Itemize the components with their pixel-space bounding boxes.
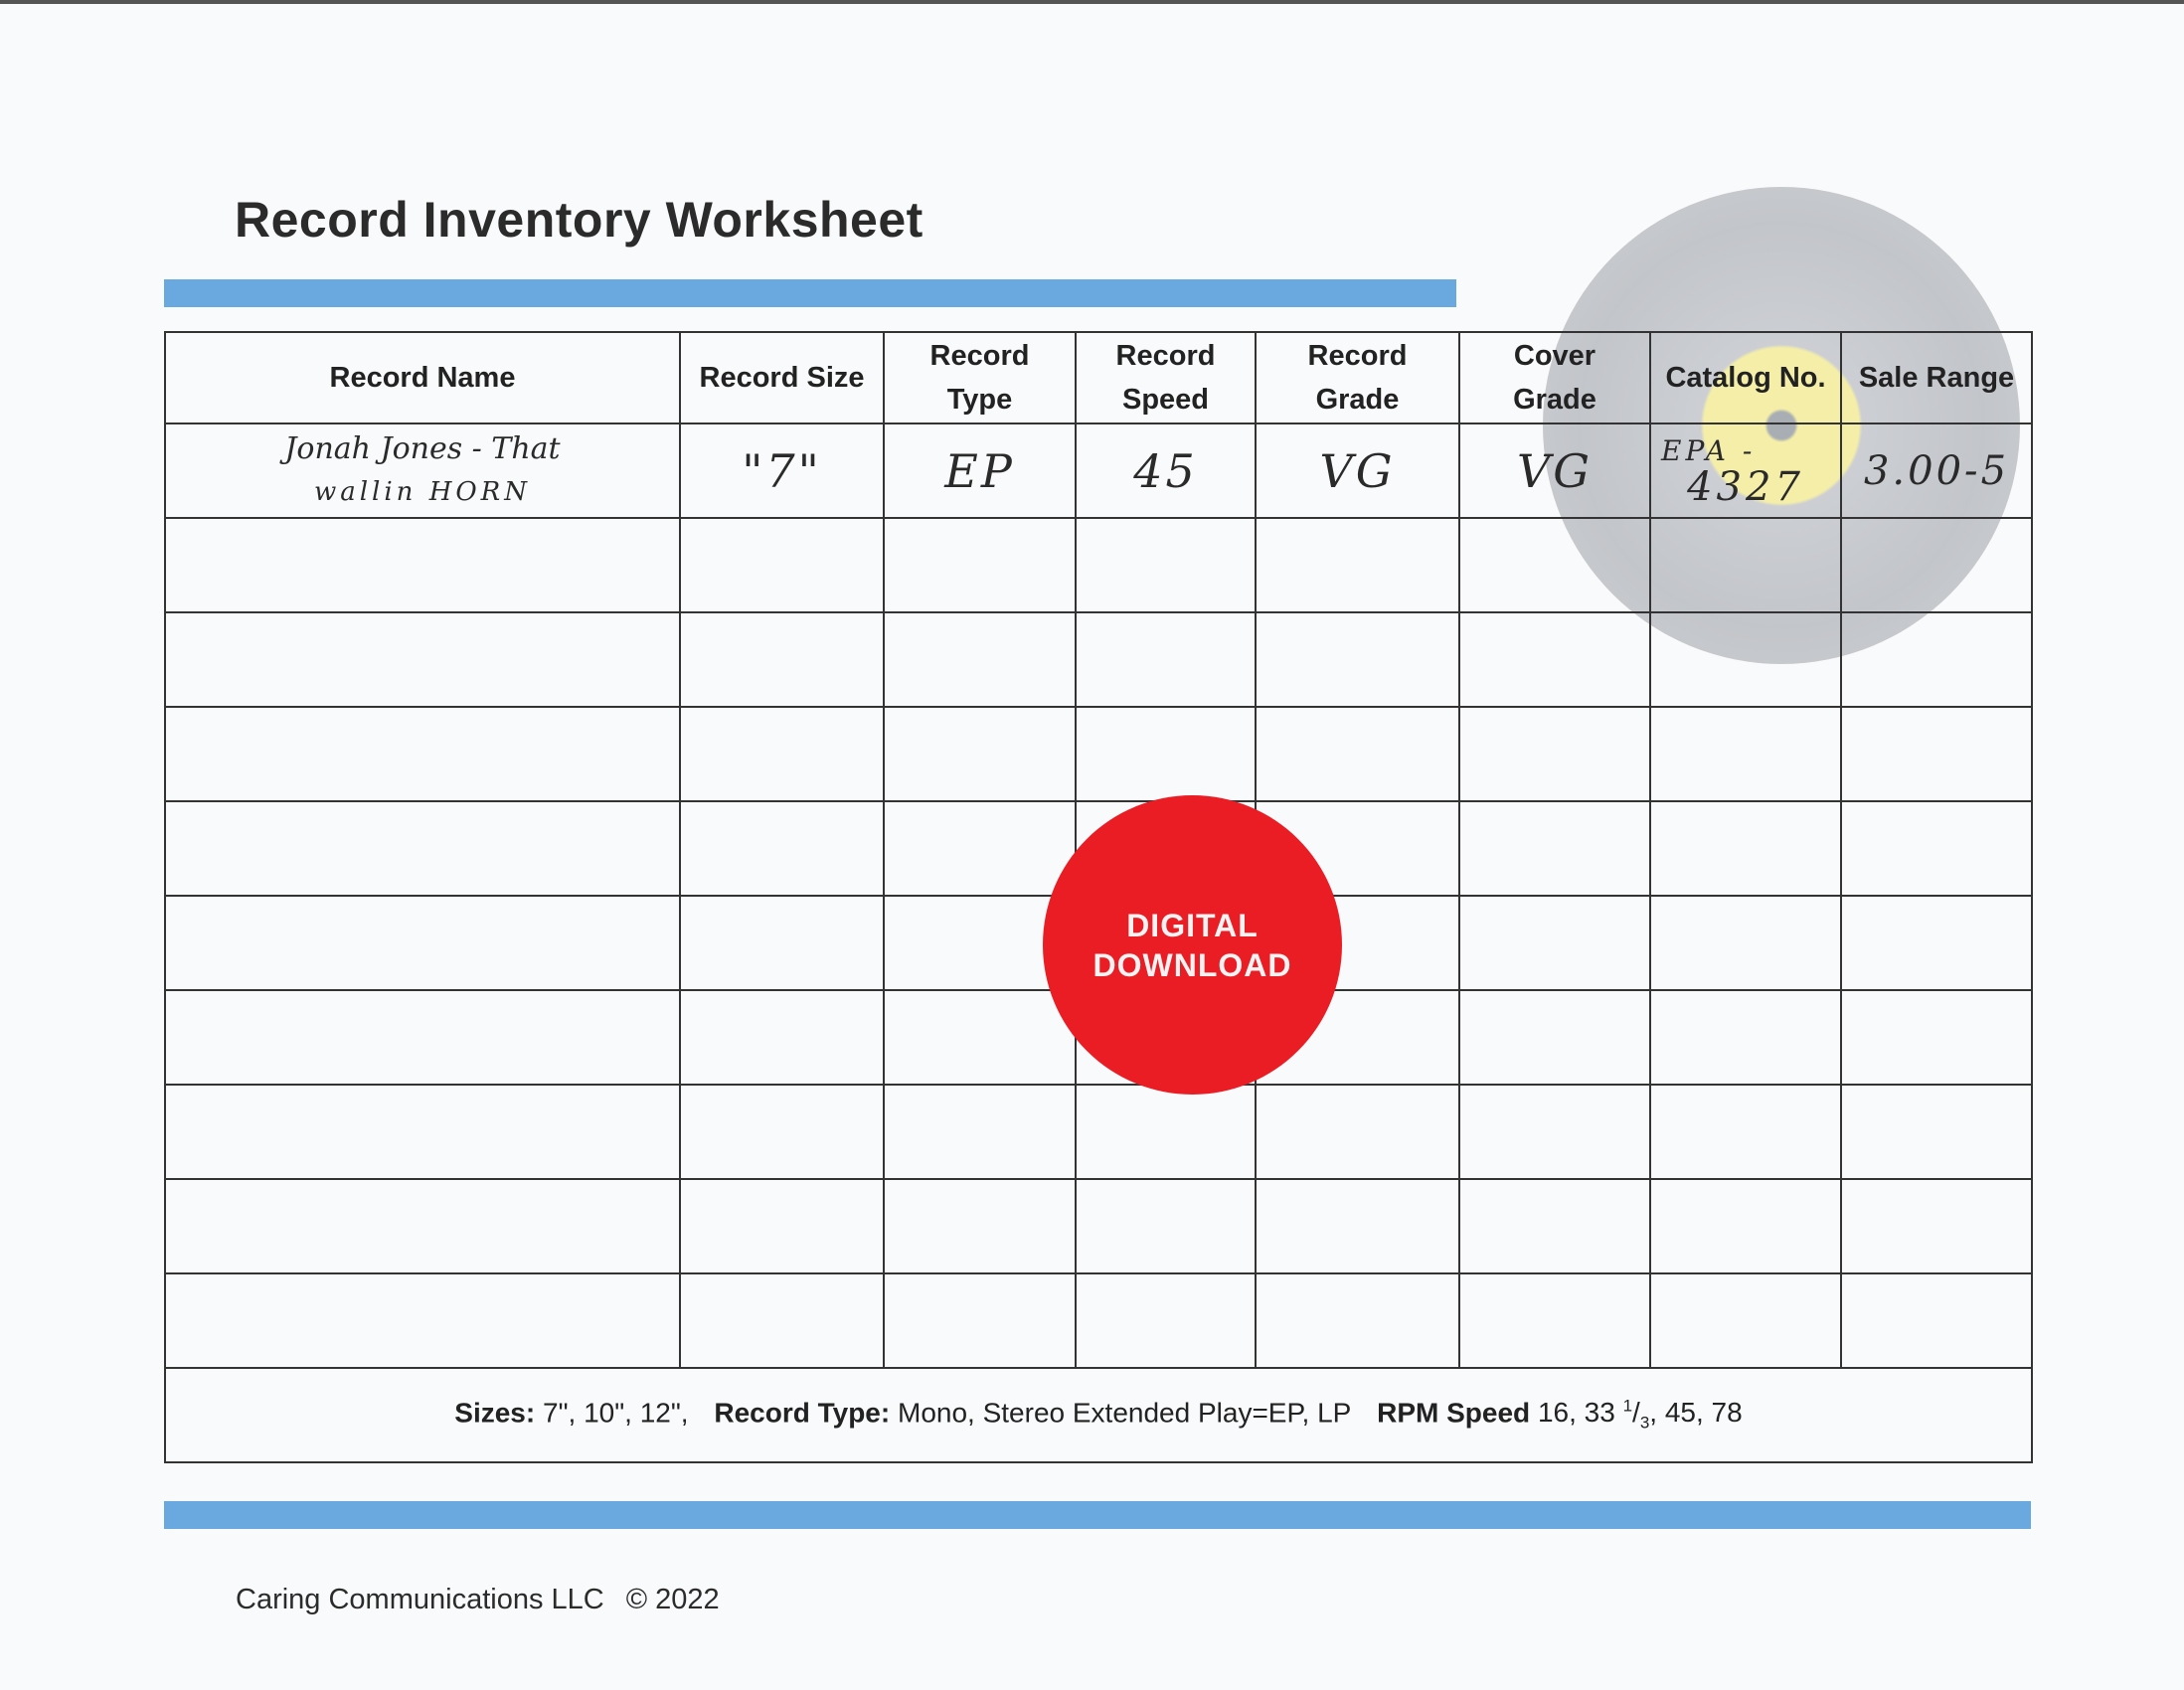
cell-record-name[interactable]: [165, 612, 680, 707]
cell-cover-grade[interactable]: [1459, 990, 1650, 1085]
cell-record-type[interactable]: [884, 1085, 1076, 1179]
table-row: [165, 423, 2032, 518]
col-header-record-name: Record Name: [165, 332, 680, 423]
cell-record-type[interactable]: [884, 707, 1076, 801]
header-line: Record: [929, 340, 1030, 372]
cell-catalog-no[interactable]: [1650, 1085, 1841, 1179]
cell-catalog-no[interactable]: [1650, 612, 1841, 707]
handwritten-sale-range: 3.00-5: [1863, 447, 2010, 494]
cell-record-speed[interactable]: [1076, 423, 1256, 518]
cell-record-name[interactable]: [165, 1085, 680, 1179]
cell-sale-range[interactable]: [1841, 1273, 2032, 1368]
speed-frac-den: 3: [1639, 1413, 1650, 1433]
col-header-sale-range: Sale Range: [1841, 332, 2032, 423]
legend-sizes-value: 7", 10", 12",: [543, 1397, 689, 1429]
cell-sale-range[interactable]: [1841, 896, 2032, 990]
header-line: Speed: [1121, 384, 1210, 416]
cell-catalog-no[interactable]: [1650, 518, 1841, 612]
accent-bar-bottom: [164, 1501, 2031, 1529]
cell-cover-grade[interactable]: [1459, 423, 1650, 518]
cell-catalog-no[interactable]: [1650, 707, 1841, 801]
cell-record-grade[interactable]: [1256, 518, 1459, 612]
badge-line: DIGITAL: [1126, 907, 1259, 943]
col-header-cover-grade: [1459, 332, 1650, 423]
cell-cover-grade[interactable]: [1459, 707, 1650, 801]
col-header-catalog-no: Catalog No.: [1650, 332, 1841, 423]
page-title: Record Inventory Worksheet: [235, 192, 924, 248]
cell-record-size[interactable]: [680, 896, 884, 990]
table-row: [165, 1273, 2032, 1368]
cell-catalog-no[interactable]: [1650, 990, 1841, 1085]
cell-catalog-no[interactable]: [1650, 1179, 1841, 1273]
cell-sale-range[interactable]: [1841, 707, 2032, 801]
handwritten-speed: 45: [1133, 443, 1198, 498]
col-header-record-type: [884, 332, 1076, 423]
cell-record-type[interactable]: [884, 1179, 1076, 1273]
handwritten-name-line: wallin HORN: [313, 477, 532, 507]
cell-record-name[interactable]: [165, 1273, 680, 1368]
cell-cover-grade[interactable]: [1459, 801, 1650, 896]
legend-speed-value: 16, 33 $^1/_3$, 45, 78: [1537, 1397, 1743, 1433]
cell-record-size[interactable]: [680, 990, 884, 1085]
cell-record-grade[interactable]: [1256, 612, 1459, 707]
table-row: [165, 707, 2032, 801]
header-line: Record: [1307, 340, 1408, 372]
cell-record-type[interactable]: [884, 612, 1076, 707]
legend-row: [165, 1368, 2032, 1462]
digital-download-badge: [1043, 795, 1342, 1095]
cell-sale-range[interactable]: [1841, 1179, 2032, 1273]
legend-speed-label: RPM Speed: [1377, 1397, 1531, 1429]
cell-record-grade[interactable]: [1256, 707, 1459, 801]
cell-record-speed[interactable]: [1076, 612, 1256, 707]
cell-record-type[interactable]: [884, 423, 1076, 518]
cell-catalog-no[interactable]: [1650, 896, 1841, 990]
cell-record-size[interactable]: [680, 1273, 884, 1368]
cell-record-size[interactable]: [680, 423, 884, 518]
cell-record-speed[interactable]: [1076, 1179, 1256, 1273]
legend-sizes-label: Sizes:: [454, 1397, 536, 1429]
cell-record-speed[interactable]: [1076, 518, 1256, 612]
legend: [165, 1368, 2032, 1462]
cell-cover-grade[interactable]: [1459, 1273, 1650, 1368]
speed-frac-num: 1: [1622, 1397, 1633, 1417]
cell-record-size[interactable]: [680, 707, 884, 801]
speed-value-pre: 16, 33: [1537, 1397, 1615, 1429]
footer-company: Caring Communications LLC: [236, 1584, 604, 1615]
cell-record-grade[interactable]: [1256, 423, 1459, 518]
handwritten-record-grade: VG: [1319, 443, 1396, 498]
header-line: Record: [1115, 340, 1216, 372]
cell-cover-grade[interactable]: [1459, 1179, 1650, 1273]
cell-record-name[interactable]: [165, 990, 680, 1085]
cell-record-speed[interactable]: [1076, 1085, 1256, 1179]
cell-record-grade[interactable]: [1256, 1085, 1459, 1179]
cell-sale-range[interactable]: [1841, 990, 2032, 1085]
cell-record-size[interactable]: [680, 518, 884, 612]
cell-record-name[interactable]: [165, 1179, 680, 1273]
cell-catalog-no[interactable]: [1650, 423, 1841, 518]
legend-type-value: Mono, Stereo Extended Play=EP, LP: [898, 1397, 1352, 1429]
header-row: [165, 332, 2032, 423]
cell-sale-range[interactable]: [1841, 1085, 2032, 1179]
accent-bar-top: [164, 279, 1456, 307]
cell-record-size[interactable]: [680, 801, 884, 896]
cell-record-size[interactable]: [680, 612, 884, 707]
legend-type-label: Record Type:: [714, 1397, 891, 1429]
handwritten-name-line: Jonah Jones - That: [284, 431, 561, 466]
cell-record-size[interactable]: [680, 1085, 884, 1179]
cell-record-type[interactable]: [884, 518, 1076, 612]
cell-record-type[interactable]: [884, 801, 1076, 896]
cell-sale-range[interactable]: [1841, 518, 2032, 612]
cell-record-name[interactable]: [165, 518, 680, 612]
cell-catalog-no[interactable]: [1650, 1273, 1841, 1368]
cell-cover-grade[interactable]: [1459, 518, 1650, 612]
table-row: [165, 518, 2032, 612]
cell-record-name[interactable]: [165, 801, 680, 896]
cell-cover-grade[interactable]: [1459, 1085, 1650, 1179]
cell-catalog-no[interactable]: [1650, 801, 1841, 896]
cell-record-name[interactable]: [165, 896, 680, 990]
table-row: [165, 612, 2032, 707]
cell-record-grade[interactable]: [1256, 1273, 1459, 1368]
handwritten-type: EP: [944, 443, 1015, 498]
handwritten-catalog-line: 4327: [1687, 463, 1804, 510]
table-row: [165, 1085, 2032, 1179]
table-row: [165, 1179, 2032, 1273]
footer: [236, 1584, 720, 1616]
cell-record-name[interactable]: [165, 423, 680, 518]
scan-edge: [0, 0, 2184, 4]
cell-record-type[interactable]: [884, 1273, 1076, 1368]
header-line: Cover: [1513, 340, 1596, 372]
handwritten-catalog-line: EPA -: [1661, 433, 1757, 467]
footer-copyright: © 2022: [625, 1584, 720, 1615]
header-line: Type: [946, 384, 1013, 416]
badge-line: DOWNLOAD: [1092, 946, 1292, 983]
cell-record-speed[interactable]: [1076, 707, 1256, 801]
cell-sale-range[interactable]: [1841, 801, 2032, 896]
header-line: Grade: [1513, 384, 1596, 416]
cell-cover-grade[interactable]: [1459, 896, 1650, 990]
col-header-record-speed: [1076, 332, 1256, 423]
cell-cover-grade[interactable]: [1459, 612, 1650, 707]
speed-value-post: , 45, 78: [1649, 1397, 1743, 1429]
handwritten-size: "7": [742, 443, 822, 498]
cell-record-name[interactable]: [165, 707, 680, 801]
header-line: Grade: [1315, 384, 1400, 416]
cell-record-size[interactable]: [680, 1179, 884, 1273]
col-header-record-size: Record Size: [680, 332, 884, 423]
handwritten-cover-grade: VG: [1517, 443, 1593, 498]
cell-sale-range[interactable]: [1841, 612, 2032, 707]
cell-sale-range[interactable]: [1841, 423, 2032, 518]
cell-record-grade[interactable]: [1256, 1179, 1459, 1273]
cell-record-type[interactable]: [884, 990, 1076, 1085]
col-header-record-grade: [1256, 332, 1459, 423]
cell-record-speed[interactable]: [1076, 1273, 1256, 1368]
